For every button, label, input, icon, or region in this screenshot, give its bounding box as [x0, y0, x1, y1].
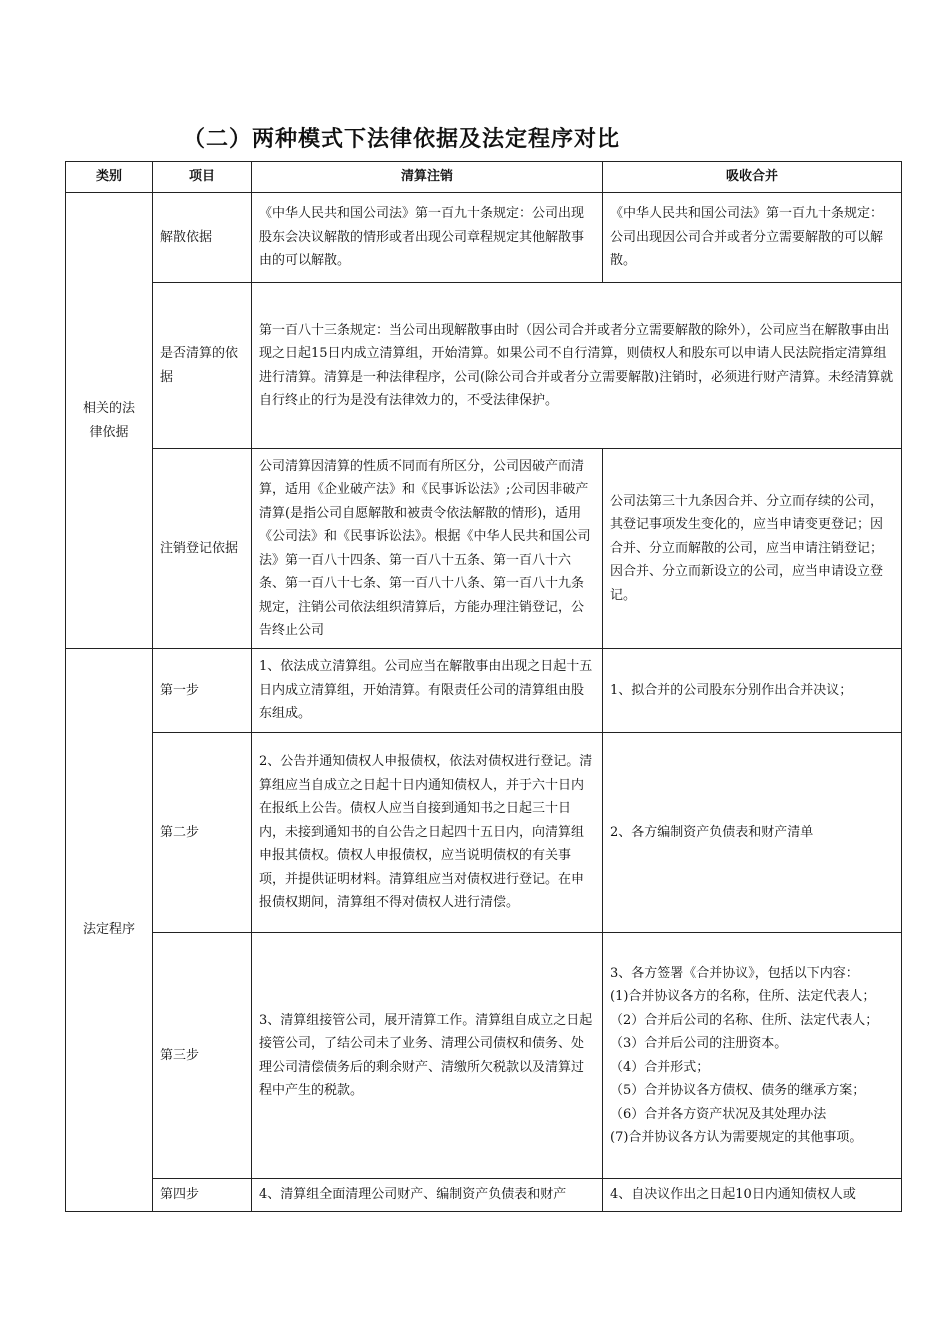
item-step-3: 第三步 [153, 933, 252, 1179]
cell-step-1-merger: 1、拟合并的公司股东分别作出合并决议； [603, 649, 902, 733]
cell-deregistration-merger: 公司法第三十九条因合并、分立而存续的公司，其登记事项发生变化的，应当申请变更登记；因合并、分立而解散的公司，应当申请注销登记；因合并、分立而新设立的公司，应当申请设立登记。 [603, 449, 902, 649]
cell-deregistration-liquidation: 公司清算因清算的性质不同而有所区分，公司因破产而清算，适用《企业破产法》和《民事诉讼法》;公司因非破产清算(是指公司自愿解散和被责令依法解散的情形)，适用《公司法》和《民事诉讼法》。根据《中华人民共和国公司法》第一百八十四条、第一百八十五条、第一百八十六条、第一百八十七条、第一百八十八条、第一百八十九条规定，注销公司依法组织清算后，方能办理注销登记，公告终止公司 [252, 449, 603, 649]
cell-step-3-liquidation: 3、清算组接管公司，展开清算工作。清算组自成立之日起接管公司，了结公司未了业务、清理公司债权和债务、处理公司清偿债务后的剩余财产、清缴所欠税款以及清算过程中产生的税款。 [252, 933, 603, 1179]
table-row [66, 733, 902, 933]
category-procedure: 法定程序 [66, 649, 153, 1212]
cell-step-2-merger: 2、各方编制资产负债表和财产清单 [603, 733, 902, 933]
page-title: （二）两种模式下法律依据及法定程序对比 [183, 127, 621, 152]
comparison-table [65, 161, 902, 1212]
item-need-liquidation: 是否清算的依据 [153, 283, 252, 449]
item-deregistration: 注销登记依据 [153, 449, 252, 649]
cell-step-4-merger: 4、自决议作出之日起10日内通知债权人或 [603, 1179, 902, 1212]
item-dissolution: 解散依据 [153, 193, 252, 283]
table-row [66, 933, 902, 1179]
cell-dissolution-merger: 《中华人民共和国公司法》第一百九十条规定：公司出现因公司合并或者分立需要解散的可以解散。 [603, 193, 902, 283]
table-row [66, 1179, 902, 1212]
table-row [66, 649, 902, 733]
cell-step-2-liquidation: 2、公告并通知债权人申报债权，依法对债权进行登记。清算组应当自成立之日起十日内通知债权人，并于六十日内在报纸上公告。债权人应当自接到通知书之日起三十日内，未接到通知书的自公告之日起四十五日内，向清算组申报其债权。债权人申报债权，应当说明债权的有关事项，并提供证明材料。清算组应当对债权进行登记。在申报债权期间，清算组不得对债权人进行清偿。 [252, 733, 603, 933]
item-step-4: 第四步 [153, 1179, 252, 1212]
header-liquidation: 清算注销 [252, 162, 603, 193]
header-item: 项目 [153, 162, 252, 193]
table-row [66, 193, 902, 283]
cell-step-1-liquidation: 1、依法成立清算组。公司应当在解散事由出现之日起十五日内成立清算组，开始清算。有限责任公司的清算组由股东组成。 [252, 649, 603, 733]
cell-step-4-liquidation: 4、清算组全面清理公司财产、编制资产负债表和财产 [252, 1179, 603, 1212]
category-legal-basis: 相关的法律依据 [66, 193, 153, 649]
cell-dissolution-liquidation: 《中华人民共和国公司法》第一百九十条规定：公司出现股东会决议解散的情形或者出现公司章程规定其他解散事由的可以解散。 [252, 193, 603, 283]
header-category: 类别 [66, 162, 153, 193]
table-header-row [66, 162, 902, 193]
item-step-1: 第一步 [153, 649, 252, 733]
item-step-2: 第二步 [153, 733, 252, 933]
cell-step-3-merger: 3、各方签署《合并协议》，包括以下内容： (1)合并协议各方的名称，住所、法定代表人； （2）合并后公司的名称、住所、法定代表人； （3）合并后公司的注册资本。 （4）合并形式； （5）合并协议各方债权、债务的继承方案； （6）合并各方资产状况及其处理办法 (7)合并协议各方认为需要规定的其他事项。 [603, 933, 902, 1179]
table-row [66, 449, 902, 649]
table-row [66, 283, 902, 449]
cell-need-liquidation: 第一百八十三条规定：当公司出现解散事由时（因公司合并或者分立需要解散的除外），公司应当在解散事由出现之日起15日内成立清算组，开始清算。如果公司不自行清算，则债权人和股东可以申请人民法院指定清算组进行清算。清算是一种法律程序，公司(除公司合并或者分立需要解散)注销时，必须进行财产清算。未经清算就自行终止的行为是没有法律效力的，不受法律保护。 [252, 283, 902, 449]
header-merger: 吸收合并 [603, 162, 902, 193]
